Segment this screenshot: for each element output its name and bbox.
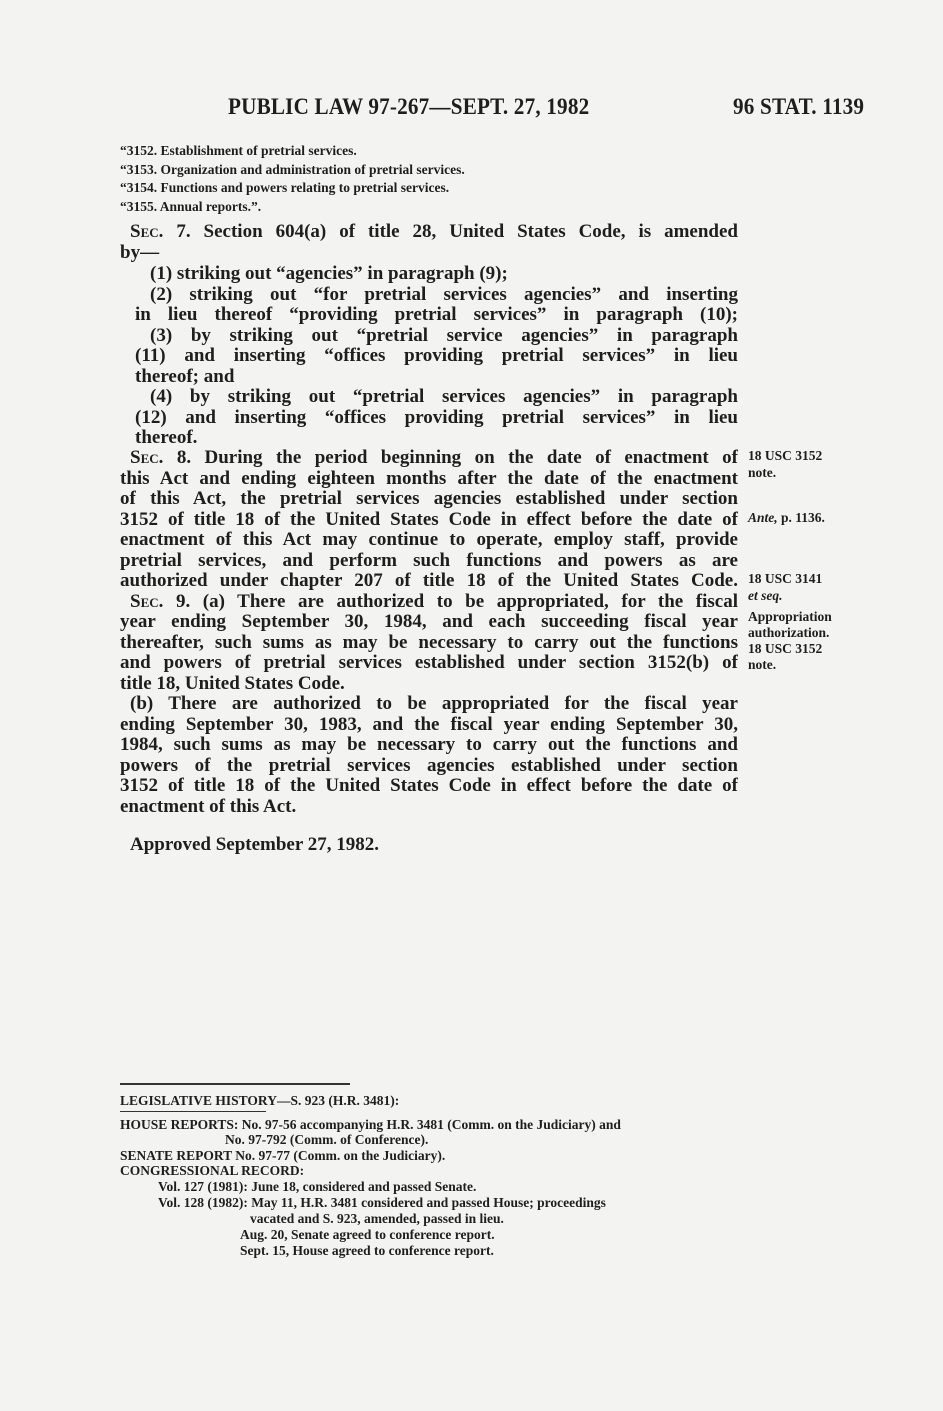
text-line: thereof. xyxy=(135,427,198,448)
margin-note: authorization. xyxy=(748,625,830,640)
text-line: (1) striking out “agencies” in paragraph (9); xyxy=(150,263,508,284)
margin-note: note. xyxy=(748,657,777,672)
text-span: Ante, xyxy=(748,510,778,525)
text-line: this Act and ending eighteen months after the date of the enactment xyxy=(120,468,738,489)
congressional-record: CONGRESSIONAL RECORD: xyxy=(120,1163,305,1178)
text-line: (b) There are authorized to be appropriated for the fiscal year xyxy=(130,693,738,714)
text-line: 3152 of title 18 of the United States Code in effect before the date of xyxy=(120,509,738,530)
margin-note: 18 USC 3152 xyxy=(748,448,823,463)
senate-report: SENATE REPORT No. 97-77 (Comm. on the Judiciary). xyxy=(120,1148,446,1163)
text-line: in lieu thereof “providing pretrial services” in paragraph (10); xyxy=(135,304,738,325)
section-label: Sec. xyxy=(130,221,164,242)
toc-item: “3152. Establishment of pretrial services. xyxy=(120,143,357,158)
text-line xyxy=(130,221,738,243)
text-line: year ending September 30, 1984, and each succeeding fiscal year xyxy=(120,611,738,632)
margin-note xyxy=(748,510,825,526)
text-line: authorized under chapter 207 of title 18 of the United States Code. xyxy=(120,570,738,591)
section-label: Sec. xyxy=(130,447,164,468)
text-line: 3152 of title 18 of the United States Code in effect before the date of xyxy=(120,775,738,796)
text-span: p. 1136. xyxy=(777,510,825,525)
text-span: HOUSE REPORTS: xyxy=(120,1117,239,1132)
text-line: thereafter, such sums as may be necessary to carry out the functions xyxy=(120,632,738,653)
margin-note: et seq. xyxy=(748,588,783,603)
approval-date: Approved September 27, 1982. xyxy=(130,834,379,855)
text-span: 8. During the period beginning on the date of enactment of xyxy=(176,447,738,468)
text-line: 1984, such sums as may be necessary to carry out the functions and xyxy=(120,734,738,755)
text-span: 9. (a) There are authorized to be appropriated, for the fiscal xyxy=(175,591,738,612)
text-span: 7. Section 604(a) of title 28, United States Code, is amended xyxy=(176,221,738,242)
text-line: ending September 30, 1983, and the fiscal year ending September 30, xyxy=(120,714,738,735)
text-line: (2) striking out “for pretrial services agencies” and inserting xyxy=(150,284,738,305)
record-entry: Vol. 128 (1982): May 11, H.R. 3481 considered and passed House; proceedings xyxy=(158,1195,606,1210)
record-entry: vacated and S. 923, amended, passed in lieu. xyxy=(250,1211,504,1226)
legislative-history-heading: LEGISLATIVE HISTORY—S. 923 (H.R. 3481): xyxy=(120,1093,400,1108)
margin-note: 18 USC 3152 xyxy=(748,641,823,656)
statute-page-number: 96 STAT. 1139 xyxy=(733,94,865,119)
text-line: of this Act, the pretrial services agencies established under section xyxy=(120,488,738,509)
divider xyxy=(120,1111,266,1112)
section-label: Sec. xyxy=(130,591,164,612)
record-entry: Vol. 127 (1981): June 18, considered and passed Senate. xyxy=(158,1179,477,1194)
text-line: (11) and inserting “offices providing pretrial services” in lieu xyxy=(135,345,738,366)
house-reports xyxy=(120,1117,621,1133)
text-line: (4) by striking out “pretrial services agencies” in paragraph xyxy=(150,386,738,407)
record-entry: Sept. 15, House agreed to conference report. xyxy=(240,1243,494,1258)
margin-note: note. xyxy=(748,465,777,480)
text-line xyxy=(130,591,738,613)
text-line: enactment of this Act may continue to operate, employ staff, provide xyxy=(120,529,738,550)
text-line: (12) and inserting “offices providing pretrial services” in lieu xyxy=(135,407,738,428)
text-line: thereof; and xyxy=(135,366,235,387)
text-line: title 18, United States Code. xyxy=(120,673,345,694)
text-line: pretrial services, and perform such functions and powers as are xyxy=(120,550,738,571)
record-entry: Aug. 20, Senate agreed to conference report. xyxy=(240,1227,495,1242)
text-line xyxy=(130,447,738,469)
text-line: (3) by striking out “pretrial service agencies” in paragraph xyxy=(150,325,738,346)
divider xyxy=(120,1083,350,1085)
text-line: by— xyxy=(120,242,160,263)
margin-note: Appropriation xyxy=(748,609,832,624)
text-line: powers of the pretrial services agencies established under section xyxy=(120,755,738,776)
toc-item: “3153. Organization and administration of pretrial services. xyxy=(120,162,465,177)
toc-item: “3154. Functions and powers relating to pretrial services. xyxy=(120,180,450,195)
toc-item: “3155. Annual reports.”. xyxy=(120,199,262,214)
text-span: No. 97-56 accompanying H.R. 3481 (Comm. on the Judiciary) and xyxy=(238,1117,621,1132)
page-title: PUBLIC LAW 97-267—SEPT. 27, 1982 xyxy=(228,94,590,119)
text-line: and powers of pretrial services established under section 3152(b) of xyxy=(120,652,738,673)
margin-note: 18 USC 3141 xyxy=(748,571,823,586)
text-line: enactment of this Act. xyxy=(120,796,297,817)
house-reports-cont: No. 97-792 (Comm. of Conference). xyxy=(225,1132,429,1147)
